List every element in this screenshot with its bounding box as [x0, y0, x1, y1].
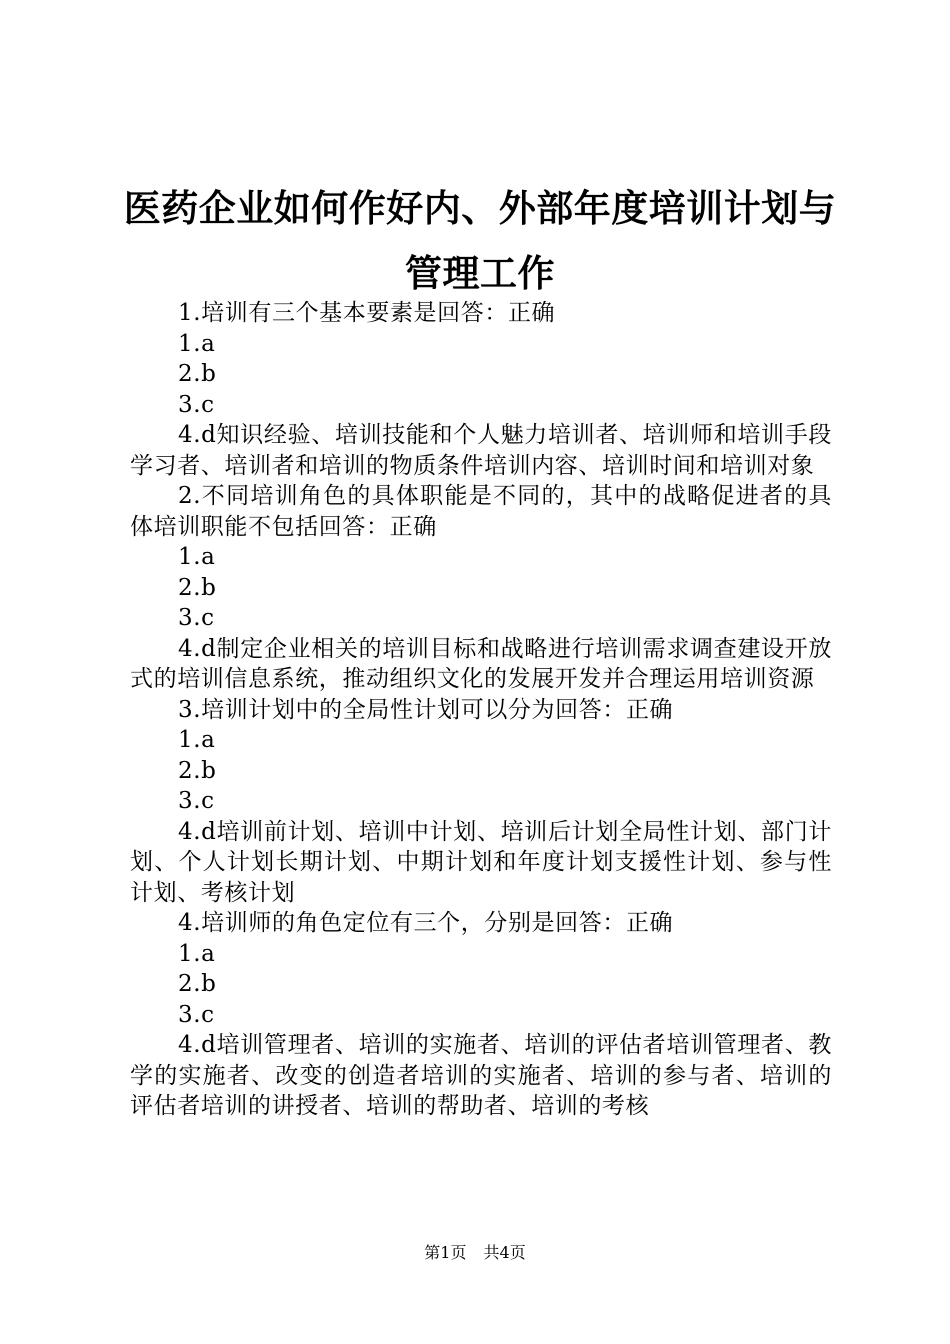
- question-text: 4.培训师的角色定位有三个，分别是回答：正确: [178, 910, 674, 936]
- answer-text: 4.d制定企业相关的培训目标和战略进行培训需求调查建设开放式的培训信息系统，推动组织文化的发展开发并合理运用培训资源: [130, 635, 832, 692]
- question-block: [130, 908, 832, 1122]
- option-item: 1.a: [178, 940, 216, 967]
- document-title: 医药企业如何作好内、外部年度培训计划与管理工作: [123, 186, 837, 295]
- question-block: [130, 695, 832, 909]
- question-block: [130, 481, 832, 695]
- question-text: 2.不同培训角色的具体职能是不同的，其中的战略促进者的具体培训职能不包括回答：正确: [130, 483, 832, 540]
- question-text: 3.培训计划中的全局性计划可以分为回答：正确: [178, 696, 674, 723]
- option-item: 2.b: [178, 971, 217, 997]
- option-item: 2.b: [178, 574, 217, 601]
- option-item: 3.c: [178, 788, 215, 814]
- option-item: 3.c: [178, 605, 215, 631]
- option-item: 2.b: [178, 757, 217, 784]
- option-item: 2.b: [178, 361, 217, 387]
- answer-text: 4.d知识经验、培训技能和个人魅力培训者、培训师和培训手段学习者、培训者和培训的物质条件培训内容、培训时间和培训对象: [130, 422, 832, 479]
- option-item: 3.c: [178, 391, 215, 418]
- page-footer: [0, 1243, 950, 1263]
- document-body: [130, 298, 832, 1122]
- question-block: [130, 298, 832, 481]
- option-item: 3.c: [178, 1001, 215, 1028]
- page-number: 第1页: [424, 1243, 467, 1262]
- option-item: 1.a: [178, 544, 216, 570]
- question-text: 1.培训有三个基本要素是回答：正确: [178, 300, 556, 326]
- answer-text: 4.d培训前计划、培训中计划、培训后计划全局性计划、部门计划、个人计划长期计划、中期计划和年度计划支援性计划、参与性计划、考核计划: [130, 818, 832, 906]
- option-item: 1.a: [178, 330, 216, 357]
- page-total: 共4页: [483, 1243, 526, 1262]
- option-item: 1.a: [178, 727, 216, 753]
- answer-text: 4.d培训管理者、培训的实施者、培训的评估者培训管理者、教学的实施者、改变的创造者培训的实施者、培训的参与者、培训的评估者培训的讲授者、培训的帮助者、培训的考核: [130, 1032, 832, 1119]
